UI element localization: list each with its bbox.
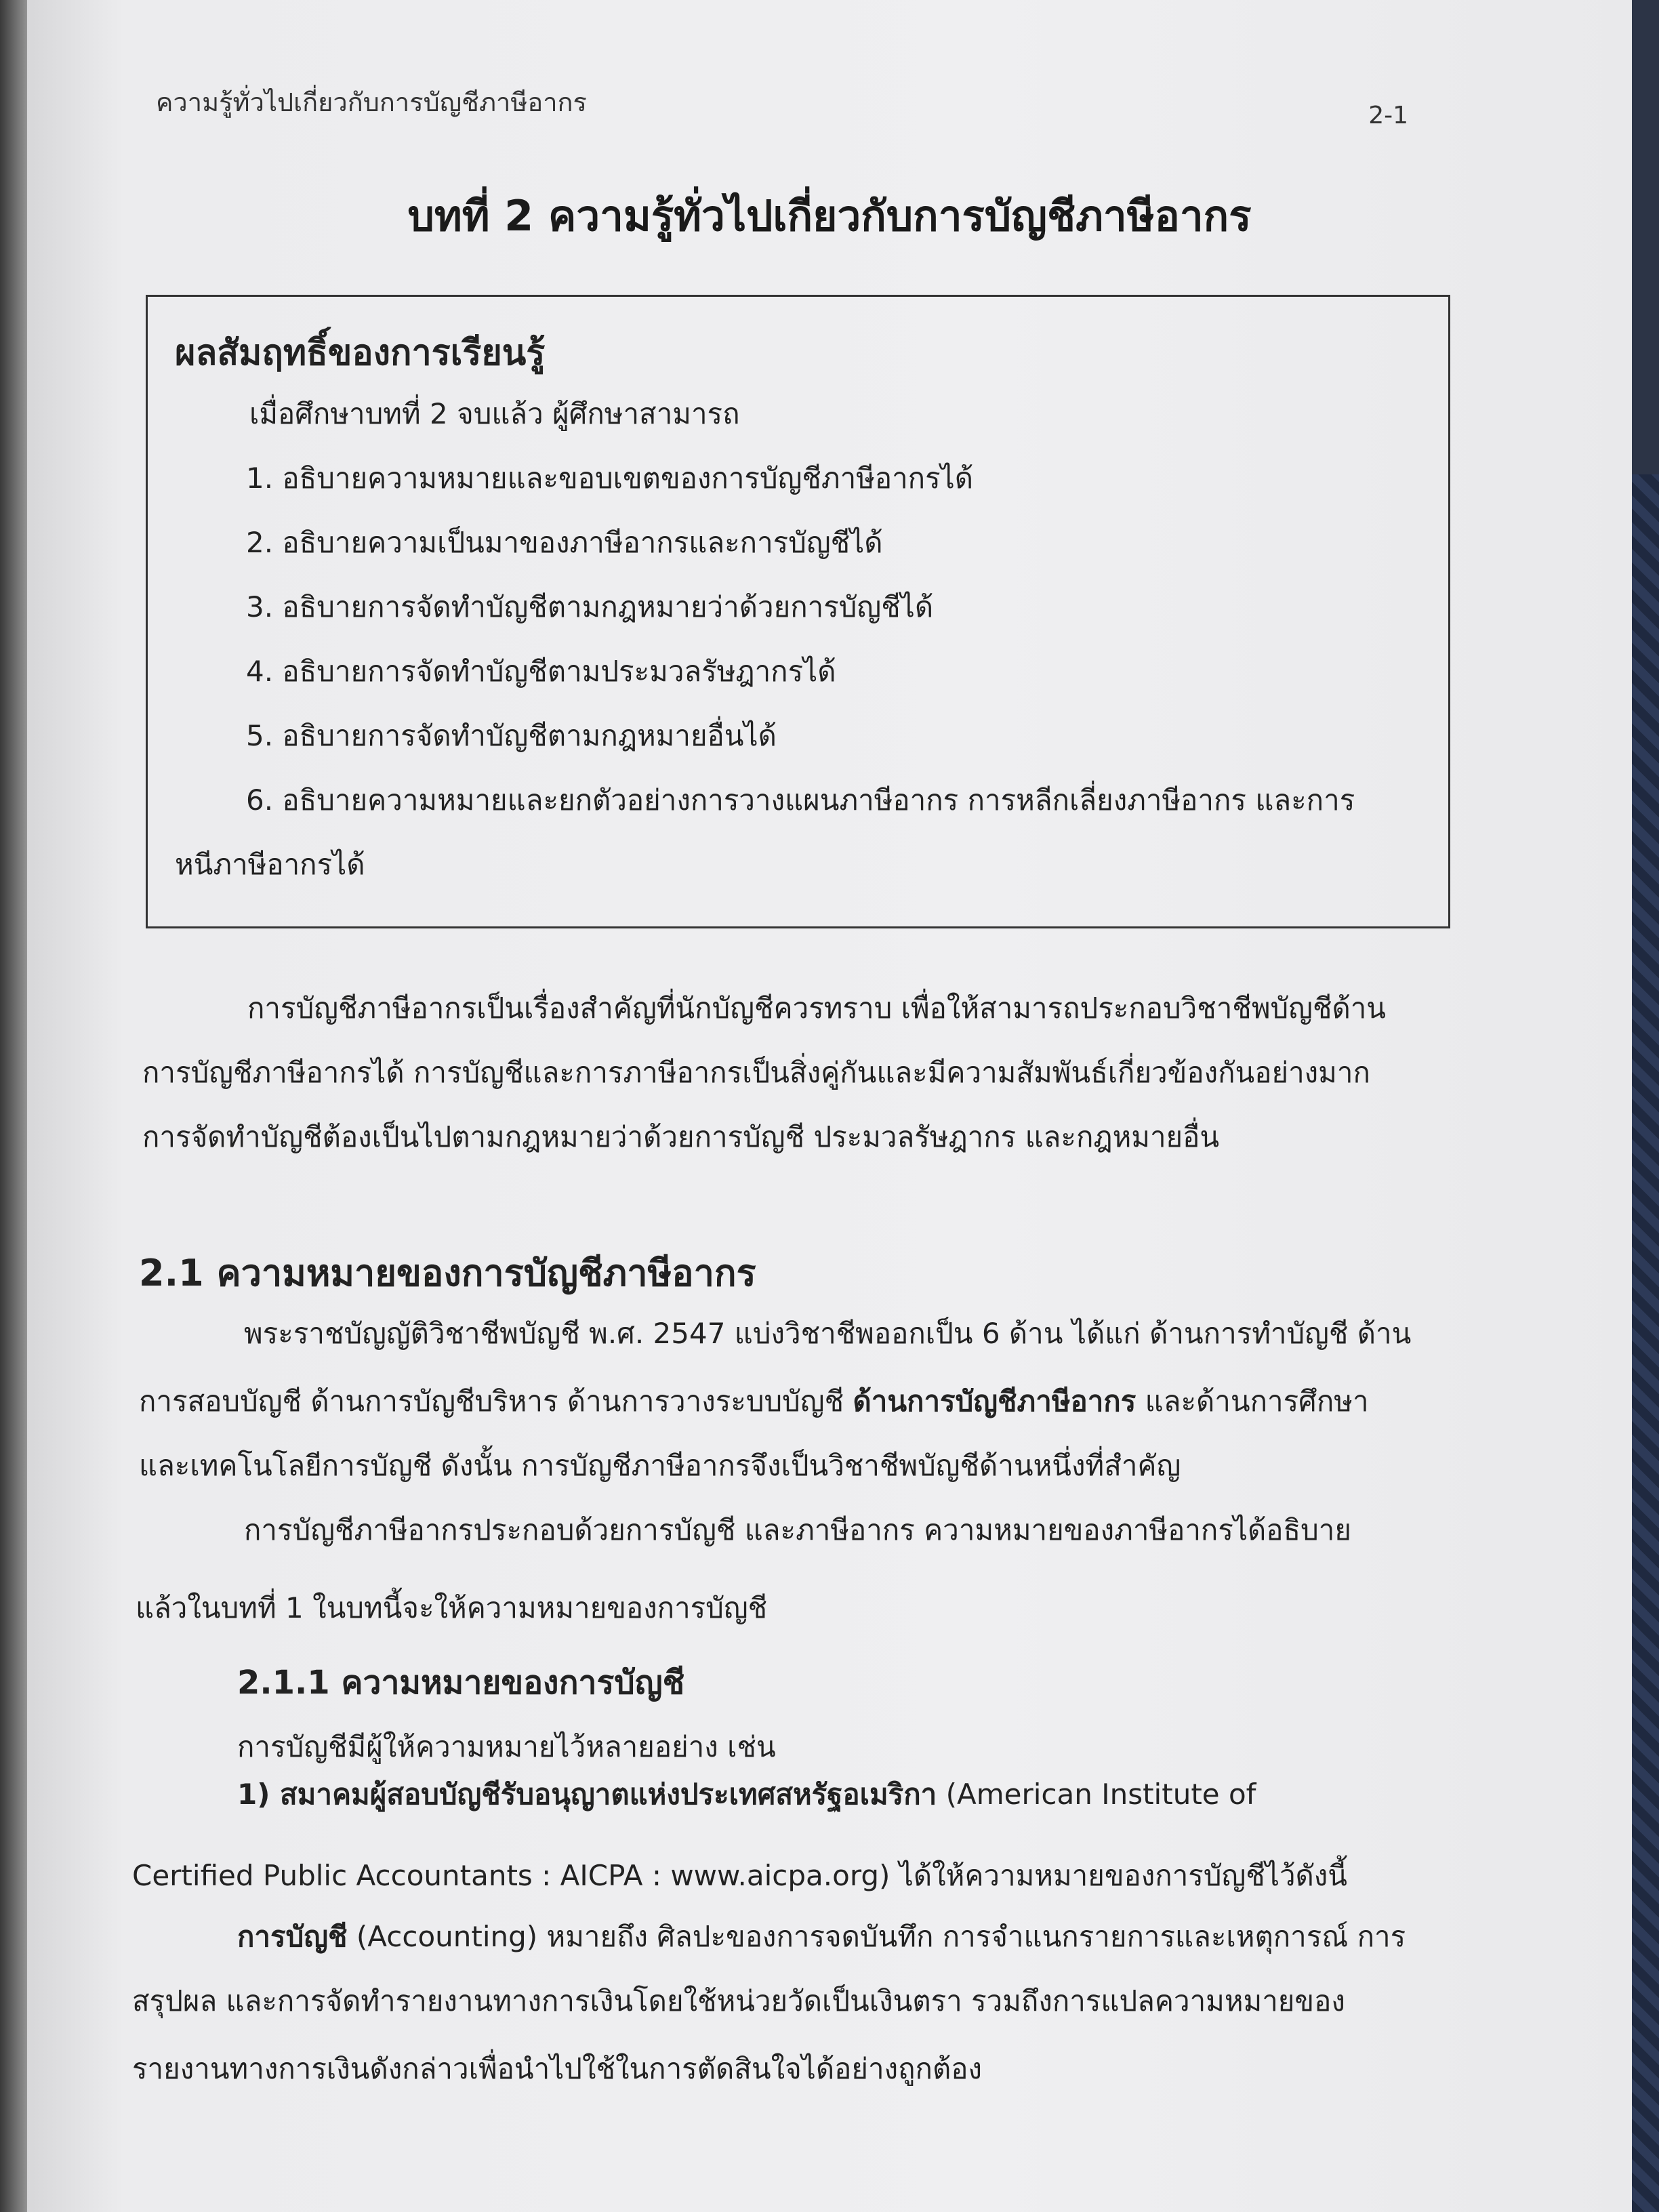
definition-line: Certified Public Accountants : AICPA : www.aicpa.org) ได้ให้ความหมายของการบัญชีไว้ดังนี้ <box>132 1859 1348 1892</box>
emphasis-text: ด้านการบัญชีภาษีอากร <box>853 1385 1136 1418</box>
section-2-1-1-title: 2.1.1 ความหมายของการบัญชี <box>237 1664 685 1702</box>
definition-line: การบัญชี (Accounting) หมายถึง ศิลปะของการจดบันทึก การจำแนกรายการและเหตุการณ์ การ <box>237 1920 1406 1953</box>
section-paragraph-line: การบัญชีภาษีอากรประกอบด้วยการบัญชี และภาษีอากร ความหมายของภาษีอากรได้อธิบาย <box>244 1513 1352 1547</box>
definition-line: รายงานทางการเงินดังกล่าวเพื่อนำไปใช้ในการตัดสินใจได้อย่างถูกต้อง <box>132 2052 982 2085</box>
definition-line: สรุปผล และการจัดทำรายงานทางการเงินโดยใช้หน่วยวัดเป็นเงินตรา รวมถึงการแปลความหมายของ <box>132 1984 1345 2018</box>
page-number: 2-1 <box>1368 102 1408 129</box>
section-2-1-title: 2.1 ความหมายของการบัญชีภาษีอากร <box>139 1252 756 1294</box>
objective-item: 5. อธิบายการจัดทำบัญชีตามกฎหมายอื่นได้ <box>246 719 777 752</box>
chapter-title: บทที่ 2 ความรู้ทั่วไปเกี่ยวกับการบัญชีภาษีอากร <box>407 191 1252 241</box>
emphasis-text: การบัญชี <box>237 1920 348 1953</box>
learning-objectives-box <box>146 295 1450 928</box>
intro-paragraph-line: การบัญชีภาษีอากรได้ การบัญชีและการภาษีอากรเป็นสิ่งคู่กันและมีความสัมพันธ์เกี่ยวข้องกันอย่างมาก <box>142 1056 1370 1089</box>
section-paragraph-line: และเทคโนโลยีการบัญชี ดังนั้น การบัญชีภาษีอากรจึงเป็นวิชาชีพบัญชีด้านหนึ่งที่สำคัญ <box>139 1449 1181 1482</box>
intro-paragraph-line: การบัญชีภาษีอากรเป็นเรื่องสำคัญที่นักบัญชีควรทราบ เพื่อให้สามารถประกอบวิชาชีพบัญชีด้าน <box>247 991 1387 1025</box>
objective-item-continued: หนีภาษีอากรได้ <box>175 848 365 881</box>
objective-item: 4. อธิบายการจัดทำบัญชีตามประมวลรัษฎากรได้ <box>246 655 836 688</box>
section-paragraph-line: พระราชบัญญัติวิชาชีพบัญชี พ.ศ. 2547 แบ่งวิชาชีพออกเป็น 6 ด้าน ได้แก่ ด้านการทำบัญชี ด้าน <box>244 1317 1412 1350</box>
section-paragraph-line: แล้วในบทที่ 1 ในบทนี้จะให้ความหมายของการบัญชี <box>136 1591 768 1624</box>
intro-paragraph-line: การจัดทำบัญชีต้องเป็นไปตามกฎหมายว่าด้วยการบัญชี ประมวลรัษฎากร และกฎหมายอื่น <box>142 1120 1220 1153</box>
objective-item: 3. อธิบายการจัดทำบัญชีตามกฎหมายว่าด้วยการบัญชีได้ <box>246 590 934 623</box>
document-page <box>27 0 1632 2212</box>
objective-item: 2. อธิบายความเป็นมาของภาษีอากรและการบัญชีได้ <box>246 526 883 559</box>
section-paragraph-line: การบัญชีมีผู้ให้ความหมายไว้หลายอย่าง เช่น <box>237 1730 776 1763</box>
emphasis-text: 1) สมาคมผู้สอบบัญชีรับอนุญาตแห่งประเทศสหรัฐอเมริกา <box>237 1778 937 1811</box>
section-paragraph-line: การสอบบัญชี ด้านการบัญชีบริหาร ด้านการวางระบบบัญชี ด้านการบัญชีภาษีอากร และด้านการศึกษา <box>139 1385 1369 1418</box>
running-header: ความรู้ทั่วไปเกี่ยวกับการบัญชีภาษีอากร <box>156 87 587 117</box>
objective-item: 1. อธิบายความหมายและขอบเขตของการบัญชีภาษีอากรได้ <box>246 462 974 495</box>
objectives-heading: ผลสัมฤทธิ์ของการเรียนรู้ <box>175 333 546 373</box>
objectives-intro: เมื่อศึกษาบทที่ 2 จบแล้ว ผู้ศึกษาสามารถ <box>249 397 740 430</box>
definition-line: 1) สมาคมผู้สอบบัญชีรับอนุญาตแห่งประเทศสหรัฐอเมริกา (American Institute of <box>237 1778 1256 1811</box>
objective-item: 6. อธิบายความหมายและยกตัวอย่างการวางแผนภาษีอากร การหลีกเลี่ยงภาษีอากร และการ <box>246 783 1355 817</box>
